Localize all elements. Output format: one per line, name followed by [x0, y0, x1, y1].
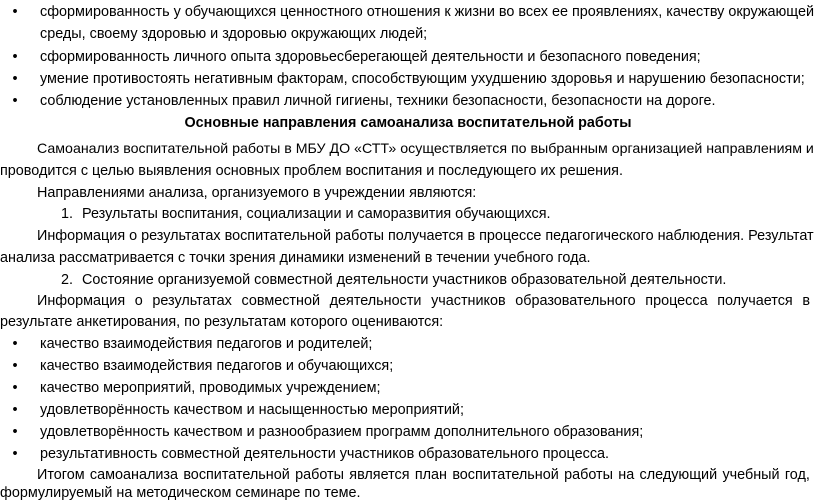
bullet-marker: • [12, 71, 18, 87]
list-item-text: соблюдение установленных правил личной гигиены, техники безопасности, безопасности на дороге. [40, 93, 716, 109]
word: в [802, 293, 810, 309]
word: процесса [645, 293, 708, 309]
word: следующий [639, 467, 718, 483]
bullet-marker: • [12, 4, 18, 20]
word: образовательного [515, 293, 636, 309]
list-item-text: сформированность у обучающихся ценностного отношения к жизни во всех ее проявлениях, качеству окружающей [40, 4, 814, 20]
list-item-text: сформированность личного опыта здоровьесберегающей деятельности и безопасного поведения; [40, 49, 701, 65]
justified-paragraph-line [37, 465, 810, 485]
bullet-marker: • [12, 424, 18, 440]
list-item-text: качество взаимодействия педагогов и родителей; [40, 336, 373, 352]
bullet-marker: • [12, 446, 18, 462]
paragraph-line: проводится с целью выявления основных проблем воспитания и последующего их решения. [0, 163, 623, 179]
bullet-marker: • [12, 402, 18, 418]
word: участников [431, 293, 506, 309]
justified-paragraph-line [37, 291, 810, 311]
word: совместной [241, 293, 321, 309]
numbered-item-text: Состояние организуемой совместной деятельности участников образовательной деятельности. [82, 272, 727, 288]
paragraph-line: Информация о результатах воспитательной работы получается в процессе педагогического наблюдения. Результат [37, 228, 814, 244]
word: работы [295, 467, 344, 483]
list-item-text: среды, своему здоровью и здоровью окружающих людей; [40, 26, 428, 42]
word: год, [784, 467, 810, 483]
word: на [618, 467, 635, 483]
word: учебный [722, 467, 780, 483]
list-number: 1. [61, 206, 74, 222]
bullet-marker: • [12, 358, 18, 374]
word: воспитательной [183, 467, 290, 483]
word: работы [564, 467, 613, 483]
word: Информация [37, 293, 126, 309]
word: самоанализа [89, 467, 179, 483]
paragraph-line: результате анкетирования, по результатам которого оцениваются: [0, 314, 444, 330]
word: Итогом [37, 467, 85, 483]
list-item-text: умение противостоять негативным факторам, способствующим ухудшению здоровья и нарушению безопасности; [40, 71, 805, 87]
word: план [414, 467, 447, 483]
paragraph-line: анализа рассматривается с точки зрения динамики изменений в течении учебного года. [0, 250, 591, 266]
word: деятельности [329, 293, 422, 309]
word: о [134, 293, 143, 309]
section-heading: Основные направления самоанализа воспитательной работы [184, 115, 632, 131]
list-item-text: качество взаимодействия педагогов и обучающихся; [40, 358, 394, 374]
bullet-marker: • [12, 49, 18, 65]
bullet-marker: • [12, 93, 18, 109]
paragraph-line: Самоанализ воспитательной работы в МБУ ДО «СТТ» осуществляется по выбранным организацией направлениям и [37, 141, 814, 157]
bullet-marker: • [12, 336, 18, 352]
list-number: 2. [61, 272, 74, 288]
word: результатах [152, 293, 232, 309]
numbered-item-text: Результаты воспитания, социализации и саморазвития обучающихся. [82, 206, 551, 222]
list-item-text: качество мероприятий, проводимых учреждением; [40, 380, 381, 396]
paragraph-line: Направлениями анализа, организуемого в учреждении являются: [37, 185, 477, 201]
list-item-text: удовлетворённость качеством и насыщенностью мероприятий; [40, 402, 464, 418]
list-item-text: результативность совместной деятельности участников образовательного процесса. [40, 446, 610, 462]
word: получается [717, 293, 793, 309]
paragraph-line: формулируемый на методическом семинаре по теме. [0, 485, 361, 501]
bullet-marker: • [12, 380, 18, 396]
word: является [349, 467, 410, 483]
word: воспитательной [452, 467, 559, 483]
list-item-text: удовлетворённость качеством и разнообразием программ дополнительного образования; [40, 424, 644, 440]
